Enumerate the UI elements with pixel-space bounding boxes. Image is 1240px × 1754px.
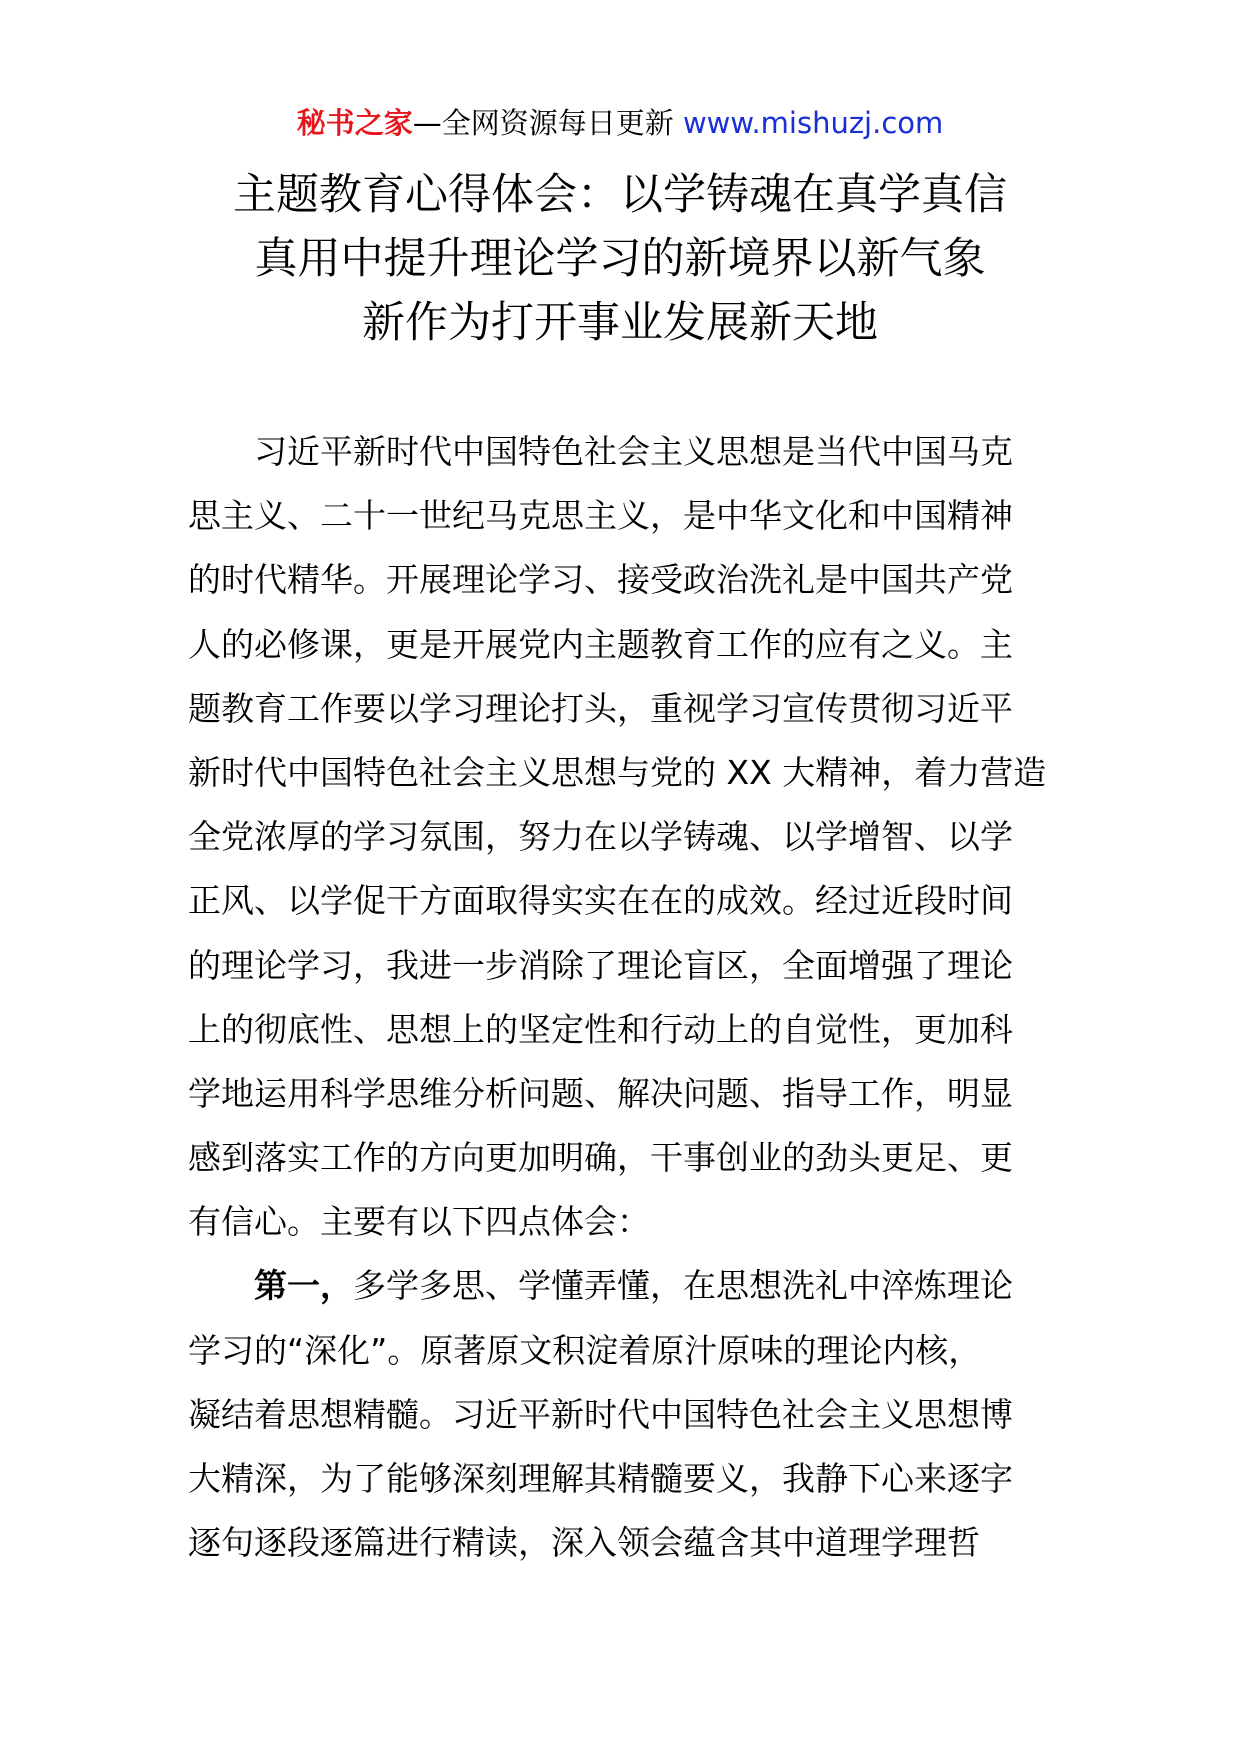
text-line: 学地运用科学思维分析问题、解决问题、指导工作，明显: [188, 1073, 1013, 1113]
text-line: 大精深，为了能够深刻理解其精髓要义，我静下心来逐字: [188, 1459, 1013, 1498]
site-tagline: —全网资源每日更新: [412, 106, 674, 140]
text-line: 正风、以学促干方面取得实实在在的成效。经过近段时间: [188, 881, 1013, 921]
paragraph-point-one: [188, 1254, 1050, 1575]
text-line: 习近平新时代中国特色社会主义思想是当代中国马克: [254, 432, 1013, 471]
text-line: 全党浓厚的学习氛围，努力在以学铸魂、以学增智、以学: [188, 817, 1013, 857]
text-line: 学习的“深化”。原著原文积淀着原汁原味的理论内核，: [188, 1330, 982, 1370]
text-line: 的时代精华。开展理论学习、接受政治洗礼是中国共产党: [188, 560, 1013, 600]
text-line: 逐句逐段逐篇进行精读，深入领会蕴含其中道理学理哲: [188, 1523, 980, 1563]
text-line: 思主义、二十一世纪马克思主义，是中华文化和中国精神: [188, 496, 1013, 536]
document-body: [188, 420, 1050, 1575]
title-line: 主题教育心得体会：以学铸魂在真学真信: [233, 170, 1007, 220]
text-line: 凝结着思想精髓。习近平新时代中国特色社会主义思想博: [188, 1394, 1013, 1434]
point-lead: 第一，: [254, 1266, 353, 1306]
text-line: 新时代中国特色社会主义思想与党的 XX 大精神，着力营造: [188, 752, 1047, 792]
text-line: 上的彻底性、思想上的坚定性和行动上的自觉性，更加科: [188, 1009, 1013, 1049]
site-url-link[interactable]: www.mishuzj.com: [682, 106, 944, 140]
text-line: 的理论学习，我进一步消除了理论盲区，全面增强了理论: [188, 945, 1013, 985]
text-line: 题教育工作要以学习理论打头，重视学习宣传贯彻习近平: [188, 688, 1013, 728]
text-line: 有信心。主要有以下四点体会：: [188, 1202, 650, 1242]
text-line: [188, 1254, 1050, 1318]
paragraph-intro: [188, 420, 1050, 1254]
title-line: 新作为打开事业发展新天地: [362, 298, 878, 348]
point-text: 多学多思、学懂弄懂，在思想洗礼中淬炼理论: [353, 1266, 1013, 1306]
site-brand: 秘书之家: [296, 106, 413, 140]
title-line: 真用中提升理论学习的新境界以新气象: [254, 234, 986, 284]
text-line: 感到落实工作的方向更加明确，干事创业的劲头更足、更: [188, 1138, 1013, 1178]
document-title: [150, 163, 1090, 355]
text-line: 人的必修课，更是开展党内主题教育工作的应有之义。主: [188, 624, 1013, 664]
site-header: [0, 103, 1240, 143]
